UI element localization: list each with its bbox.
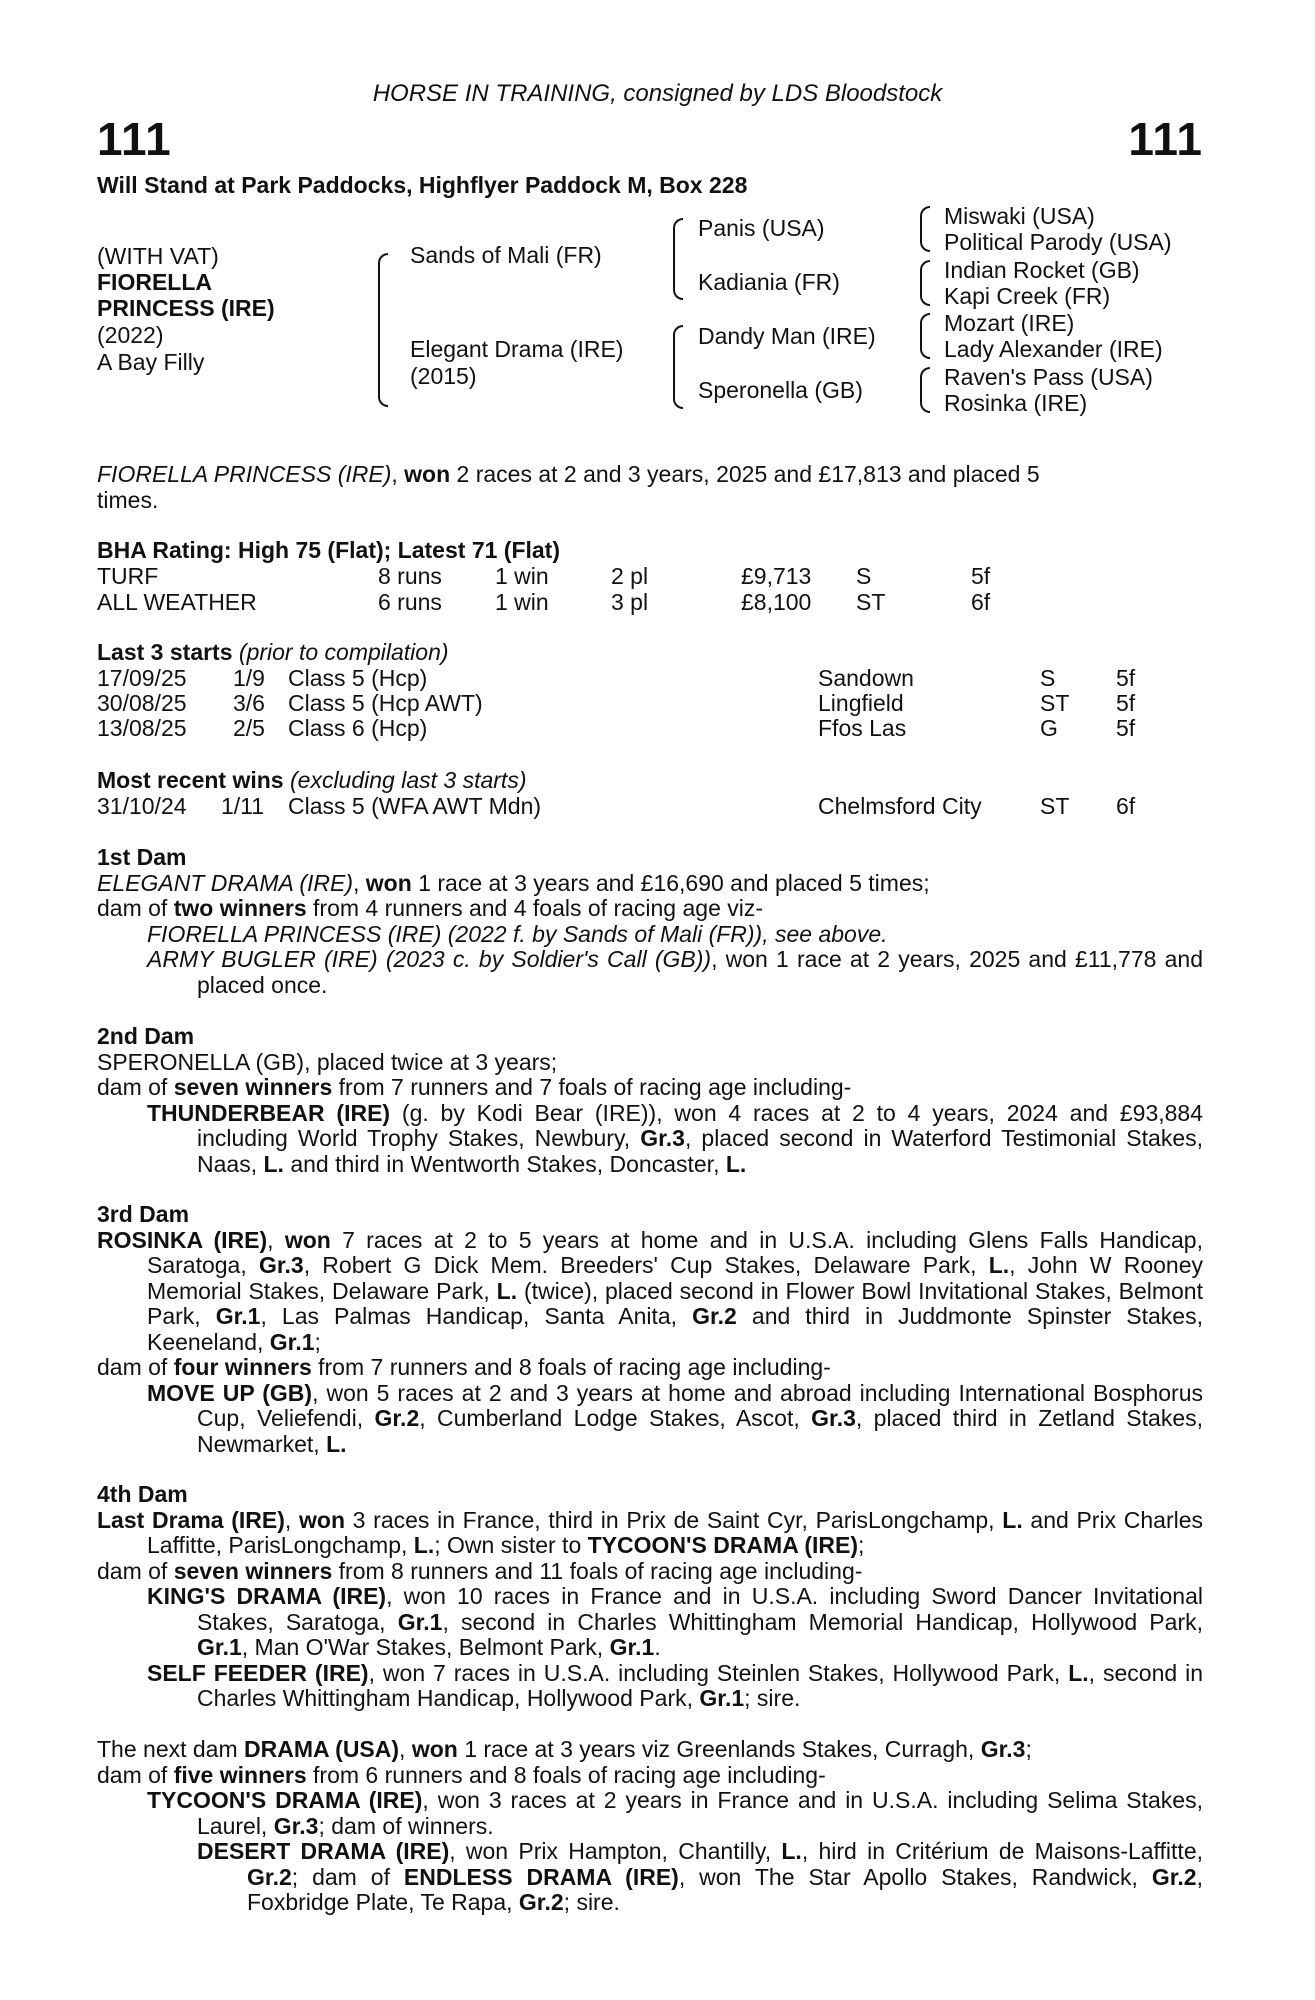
last3-course: Lingfield [818,690,904,716]
next-dam-text: The next dam [97,1736,245,1762]
second-dam-progeny-text-c: and third in Wentworth Stakes, Doncaster, [283,1150,726,1177]
summary-text: 2 races at 2 and 3 years, 2025 and £17,813 and placed 5 [450,461,1040,487]
last3-note: (prior to compilation) [232,639,449,665]
sire-sire-sire: Miswaki (USA) [944,203,1095,229]
second-dam-progeny-name: THUNDERBEAR (IRE) [147,1099,391,1126]
grade-label: Gr.3 [980,1736,1026,1762]
lot-number-left: 111 [97,113,172,165]
dam: Elegant Drama (IRE) [410,336,624,362]
race-summary: FIORELLA PRINCESS (IRE), won 2 races at 2 and 3 years, 2025 and £17,813 and placed 5 times. [97,461,1040,513]
grade-label: Gr.1 [609,1634,655,1660]
dam-dam-sire: Raven's Pass (USA) [944,364,1153,390]
fourth-dam-progeny-text: , second in Charles Whittingham Handicap, Hollywood Park, [197,1659,1203,1711]
dam-sire: Dandy Man (IRE) [698,323,876,349]
first-dam-winners: two winners [173,895,307,921]
sire-dam-dam: Kapi Creek (FR) [944,283,1111,309]
summary-text-2: times. [97,486,159,513]
next-dam-progeny-text: , won 3 races at 2 years in France and in U.S.A. including Selima Stakes, Laurel, [197,1787,1203,1839]
fourth-dam-text: and Prix Charles Laffitte, ParisLongchamp, [147,1506,1204,1558]
rating-row-turf-going: S [856,563,872,589]
consignment-line: HORSE IN TRAINING, consigned by LDS Bloodstock [372,80,943,107]
second-dam-section [97,1024,1203,1177]
grade-label: Gr.2 [374,1405,420,1431]
fourth-dam-progeny-text: , won 7 races in U.S.A. including Steinlen Stakes, Hollywood Park, [368,1659,1069,1686]
fourth-dam-section: 4th Dam Last Drama (IRE), won 3 races in France, third in Prix de Saint Cyr, ParisLongchamp, L. and Prix Charles Laffitte, ParisLongchamp, L.; Own sister to TYCOON'S DRAMA (IRE); dam of seven winners from 8 runners and 11 foals of racing age including- KING'S DRAMA (IRE), won 10 races in France and in U.S.A. including Sword Dancer Invitational Stakes, Saratoga, Gr.1, second in Charles Whittingham Memorial Handicap, Hollywood Park, Gr.1, Man O'War Stakes, Belmont Park, Gr.1. SELF FEEDER (IRE), won 7 races in U.S.A. including Steinlen Stakes, Hollywood Park, L., second in Charles Whittingham Handicap, Hollywood Park, Gr.1; sire. [97,1481,1204,1711]
next-dam-produce-a: dam of [97,1761,174,1788]
first-dam-progeny-1: FIORELLA PRINCESS (IRE) (2022 f. by Sands of Mali (FR)), see above. [147,920,888,947]
grade-label: Gr.3 [811,1405,856,1431]
dam-sire-dam: Lady Alexander (IRE) [944,336,1163,362]
last3-going: G [1040,715,1058,741]
fourth-dam-produce-c: from 8 runners and 11 foals of racing age including- [332,1557,863,1584]
next-dam-text: 1 race at 3 years viz Greenlands Stakes, Curragh, [457,1736,981,1762]
listed-label: L. [781,1838,802,1864]
first-dam-section: 1st Dam ELEGANT DRAMA (IRE), won 1 race at 3 years and £16,690 and placed 5 times; dam of two winners from 4 runners and 4 foals of racing age viz- FIORELLA PRINCESS (IRE) (2022 f. by Sands of Mali (FR)), see above. ARMY BUGLER (IRE) (2023 c. by Soldier's Call (GB)), won 1 race at 2 years, 2025 and £11,778 and placed once. [97,844,1203,998]
rating-row-aw-surface: ALL WEATHER [97,589,257,615]
last3-date: 17/09/25 [97,665,187,691]
second-dam-produce-c: from 7 runners and 7 foals of racing age including- [332,1074,852,1100]
grade-label: Gr.1 [215,1303,261,1329]
first-dam-produce-a: dam of [97,895,174,921]
third-dam-progeny-text: , placed third in Zetland Stakes, Newmarket, [197,1405,1203,1457]
second-dam-title: 2nd Dam [97,1023,195,1049]
rating-row-aw-going: ST [856,589,886,615]
horse-description: A Bay Filly [97,349,205,375]
last3-pos: 3/6 [233,690,265,716]
last3-pos: 2/5 [233,715,265,741]
brace-sd [920,260,930,306]
last3-heading: Last 3 starts [97,639,233,665]
fourth-dam-won: won [299,1506,345,1533]
rating-row-aw-wins: 1 win [495,589,549,615]
last3-dist: 5f [1116,690,1136,716]
next-dam-won: won [411,1736,458,1762]
fourth-dam-progeny-1-name: KING'S DRAMA (IRE) [147,1583,387,1609]
first-dam-record: 1 race at 3 years and £16,690 and placed 5 times; [411,869,930,896]
sire-dam-sire: Indian Rocket (GB) [944,257,1140,283]
first-dam-won: won [365,869,412,896]
rating-row-turf-surface: TURF [97,563,159,589]
rating-row-aw-pl: 3 pl [611,589,649,615]
next-dam-produce-c: from 6 runners and 8 foals of racing age including- [306,1761,826,1788]
rating-row-turf-wins: 1 win [495,563,549,589]
grade-label: Gr.2 [1151,1863,1197,1890]
fourth-dam-produce-a: dam of [97,1557,174,1584]
listed-label: L. [326,1430,347,1457]
grade-label: Gr.3 [640,1125,685,1151]
third-dam-produce-c: from 7 runners and 8 foals of racing age including- [311,1354,831,1380]
brace-ss [920,206,930,252]
next-dam-text: ; [1025,1736,1032,1762]
third-dam-produce-a: dam of [97,1354,174,1380]
bha-rating-title: BHA Rating: High 75 (Flat); Latest 71 (Flat) [97,537,560,563]
listed-label: L. [725,1150,747,1177]
recent-pos: 1/11 [221,793,265,819]
fourth-dam-progeny-text: . [654,1634,661,1660]
dam-dam: Speronella (GB) [698,377,863,403]
summary-won: won [404,461,451,487]
horse-name-line1: FIORELLA [97,269,212,295]
fourth-dam-text: ; [858,1532,865,1558]
rating-row-turf-dist: 5f [971,563,991,589]
brace-sire [673,218,683,300]
last3-class: Class 5 (Hcp AWT) [288,690,483,716]
next-dam-grandprogeny-text: , won The Star Apollo Stakes, Randwick, [678,1863,1152,1890]
last3-date: 13/08/25 [97,715,187,741]
next-dam-grandprogeny-text: ; sire. [563,1889,620,1915]
vat-note: (WITH VAT) [97,243,219,269]
sire: Sands of Mali (FR) [410,242,602,268]
third-dam-text: , Robert G Dick Mem. Breeders' Cup Stakes, Delaware Park, [303,1252,989,1278]
last3-course: Sandown [818,665,914,691]
listed-label: L. [263,1150,284,1177]
first-dam-progeny-2-name: ARMY BUGLER (IRE) (2023 c. by Soldier's Call (GB)) [147,946,712,972]
rating-row-aw-dist: 6f [971,589,991,615]
third-dam-progeny-text: , won 5 races at 2 and 3 years at home and abroad including International Bosphorus Cup, Veliefendi, [197,1379,1203,1431]
second-dam-progeny-text-a: (g. by Kodi Bear (IRE)), won 4 races at 2 to 4 years, 2024 and £93,884 including World Trophy Stakes, Newbury, [197,1099,1203,1151]
third-dam-section: 3rd Dam ROSINKA (IRE), won 7 races at 2 to 5 years at home and in U.S.A. including Glens Falls Handicap, Saratoga, Gr.3, Robert G Dick Mem. Breeders' Cup Stakes, Delaware Park, L., John W Rooney Memorial Stakes, Delaware Park, L. (twice), placed second in Flower Bowl Invitational Stakes, Belmont Park, Gr.1, Las Palmas Handicap, Santa Anita, Gr.2 and third in Juddmonte Spinster Stakes, Keeneland, Gr.1; dam of four winners from 7 runners and 8 foals of racing age including- MOVE UP (GB), won 5 races at 2 and 3 years at home and abroad including International Bosphorus Cup, Veliefendi, Gr.2, Cumberland Lodge Stakes, Ascot, Gr.3, placed third in Zetland Stakes, Newmarket, L. [97,1201,1203,1457]
grade-label: Gr.1 [197,1634,242,1660]
fourth-dam-title: 4th Dam [97,1481,188,1507]
third-dam-progeny-text: , Cumberland Lodge Stakes, Ascot, [419,1405,812,1431]
next-dam-name: DRAMA (USA) [244,1736,400,1762]
third-dam-text: , John W Rooney Memorial Stakes, Delaware Park, [147,1252,1203,1304]
third-dam-won: won [284,1226,331,1253]
rating-row-aw-prize: £8,100 [741,589,812,615]
last3-date: 30/08/25 [97,690,187,716]
recent-wins-title [97,768,526,793]
recent-note: (excluding last 3 starts) [283,767,527,793]
grade-label: Gr.3 [273,1812,319,1839]
fourth-dam-progeny-text: , won 10 races in France and in U.S.A. including Sword Dancer Invitational Stakes, Saratoga, [197,1583,1203,1635]
dam-year: (2015) [410,363,477,389]
listed-label: L. [413,1532,435,1558]
horse-name-line2: PRINCESS (IRE) [97,295,275,321]
last3-dist: 5f [1116,715,1136,741]
sire-sire: Panis (USA) [698,215,825,241]
third-dam-title: 3rd Dam [97,1201,190,1227]
last3-course: Ffos Las [818,715,907,741]
fourth-dam-progeny-text: , second in Charles Whittingham Memorial Handicap, Hollywood Park, [442,1608,1203,1635]
second-dam-line: SPERONELLA (GB), placed twice at 3 years; [97,1048,558,1075]
grade-label: Gr.2 [692,1303,737,1329]
grade-label: Gr.1 [699,1685,745,1711]
next-dam-progeny-name: TYCOON'S DRAMA (IRE) [147,1787,423,1813]
next-dam-grandprogeny-text: , Foxbridge Plate, Te Rapa, [247,1863,1203,1915]
location-line: Will Stand at Park Paddocks, Highflyer Paddock M, Box 228 [97,172,748,198]
grade-label: Gr.1 [269,1328,315,1355]
third-dam-winners: four winners [173,1354,312,1380]
next-dam-great-grandprogeny-name: ENDLESS DRAMA (IRE) [403,1863,679,1890]
brace-dam [673,325,683,409]
last3-going: S [1040,665,1056,691]
grade-label: Gr.2 [247,1863,292,1890]
brace-dd [920,367,930,413]
next-dam-grandprogeny-text: , hird in Critérium de Maisons-Laffitte, [801,1838,1203,1864]
brace-main [378,253,388,407]
last3-class: Class 5 (Hcp) [288,665,428,691]
first-dam-progeny-2-record: , won 1 race at 2 years, 2025 and £11,778 and placed once. [197,946,1203,998]
fourth-dam-text: 3 races in France, third in Prix de Saint Cyr, ParisLongchamp, [345,1506,1003,1533]
fourth-dam-winners: seven winners [173,1557,333,1584]
third-dam-text: , Las Palmas Handicap, Santa Anita, [260,1303,693,1329]
rating-row-turf-pl: 2 pl [611,563,649,589]
next-dam-grandprogeny-text: , won Prix Hampton, Chantilly, [449,1838,782,1864]
next-dam-progeny-text: ; dam of winners. [318,1812,494,1839]
recent-going: ST [1040,793,1070,819]
fourth-dam-progeny-text: , Man O'War Stakes, Belmont Park, [241,1634,610,1660]
listed-label: L. [1002,1506,1023,1533]
recent-heading: Most recent wins [97,767,284,793]
brace-ds [920,313,930,359]
fourth-dam-progeny-text: ; sire. [744,1685,801,1711]
dam-sire-sire: Mozart (IRE) [944,310,1075,336]
horse-year: (2022) [97,322,164,348]
fourth-dam-progeny-2-name: SELF FEEDER (IRE) [147,1659,369,1686]
rating-row-turf-runs: 8 runs [378,563,442,589]
first-dam-produce-c: from 4 runners and 4 foals of racing age viz- [306,895,764,921]
last3-title [97,640,449,665]
sire-sire-dam: Political Parody (USA) [944,229,1172,255]
third-dam-text: (twice), placed second in Flower Bowl Invitational Stakes, Belmont Park, [147,1277,1203,1329]
third-dam-text: and third in Juddmonte Spinster Stakes, Keeneland, [147,1303,1203,1355]
grade-label: Gr.2 [518,1889,564,1915]
listed-label: L. [1068,1659,1089,1686]
listed-label: L. [988,1252,1010,1278]
third-dam-text: ; [314,1328,321,1355]
last3-going: ST [1040,690,1070,716]
recent-course: Chelmsford City [818,793,982,819]
last3-dist: 5f [1116,665,1136,691]
next-dam-grandprogeny-name: DESERT DRAMA (IRE) [197,1838,450,1864]
next-dam-grandprogeny-text: ; dam of [291,1863,404,1890]
third-dam-progeny-name: MOVE UP (GB) [147,1379,313,1406]
grade-label: Gr.3 [258,1252,304,1278]
third-dam-name: ROSINKA (IRE) [97,1226,268,1253]
lot-number-right: 111 [1128,113,1203,165]
fourth-dam-text: ; Own sister to [434,1532,588,1558]
summary-horse-name: FIORELLA PRINCESS (IRE) [97,461,392,487]
fourth-dam-name: Last Drama (IRE) [97,1506,285,1533]
second-dam-produce-a: dam of [97,1074,174,1100]
last3-class: Class 6 (Hcp) [288,715,428,741]
grade-label: Gr.1 [397,1608,443,1635]
listed-label: L. [496,1277,518,1304]
first-dam-name: ELEGANT DRAMA (IRE) [97,869,354,896]
next-dam-winners: five winners [173,1761,307,1788]
second-dam-progeny-text-b: , placed second in Waterford Testimonial Stakes, Naas, [197,1125,1203,1177]
recent-date: 31/10/24 [97,793,187,819]
last3-pos: 1/9 [233,665,265,691]
first-dam-title: 1st Dam [97,844,187,870]
sire-dam: Kadiania (FR) [698,269,840,295]
next-dam-section: The next dam DRAMA (USA), won 1 race at 3 years viz Greenlands Stakes, Curragh, Gr.3; dam of five winners from 6 runners and 8 foals of racing age including- TYCOON'S DRAMA (IRE), won 3 races at 2 years in France and in U.S.A. including Selima Stakes, Laurel, Gr.3; dam of winners. DESERT DRAMA (IRE), won Prix Hampton, Chantilly, L., hird in Critérium de Maisons-Laffitte, Gr.2; dam of ENDLESS DRAMA (IRE), won The Star Apollo Stakes, Randwick, Gr.2, Foxbridge Plate, Te Rapa, Gr.2; sire. [97,1736,1203,1915]
fourth-dam-sister: TYCOON'S DRAMA (IRE) [587,1532,859,1558]
rating-row-aw-runs: 6 runs [378,589,442,615]
dam-dam-dam: Rosinka (IRE) [944,390,1088,416]
third-dam-text: 7 races at 2 to 5 years at home and in U.S.A. including Glens Falls Handicap, Saratoga, [147,1226,1203,1278]
recent-class: Class 5 (WFA AWT Mdn) [288,793,542,819]
rating-row-turf-prize: £9,713 [741,563,812,589]
recent-dist: 6f [1116,793,1136,819]
second-dam-winners: seven winners [173,1074,333,1100]
